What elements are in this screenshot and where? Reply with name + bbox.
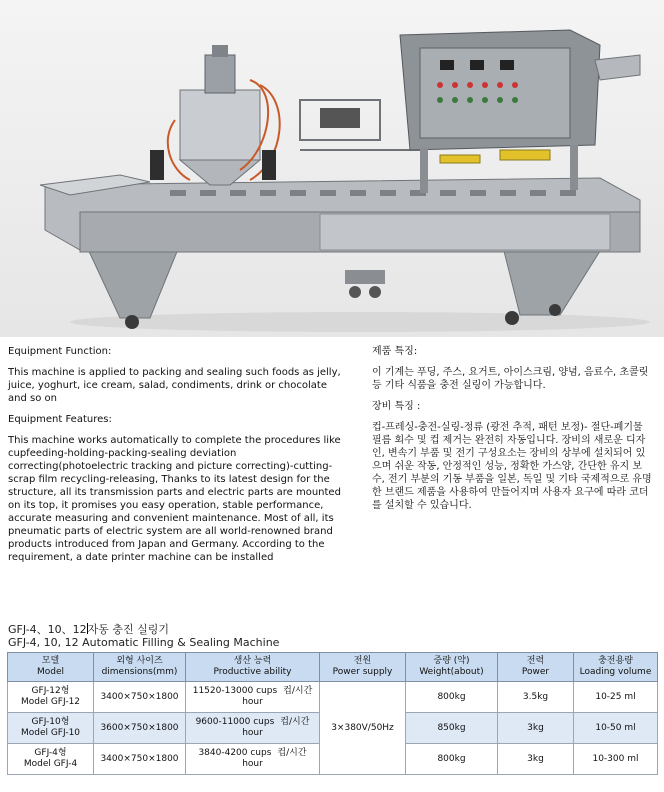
cell-productive-ability: 9600-11000 cups 컵/시간 hour <box>186 713 320 744</box>
cell-weight: 850kg <box>406 713 498 744</box>
cell-model: GFJ-12형 Model GFJ-12 <box>8 682 94 713</box>
filling-sealing-machine-icon <box>0 0 664 337</box>
english-description <box>8 345 348 572</box>
cell-weight: 800kg <box>406 682 498 713</box>
header-dimensions: 외형 사이즈 dimensions(mm) <box>94 653 186 682</box>
cell-productive-ability: 11520-13000 cups 컵/시간 hour <box>186 682 320 713</box>
spec-table <box>7 652 658 775</box>
equipment-features-text: This machine works automatically to complete the procedures like cupfeeding-holding-packing-sealing deviation correcting(photoelectric tracking and picture correcting)-cutting-scrap film recycling-releasing, Thanks to its latest design for the structure, all its transmission parts and electric parts are mounted on its top, it promises you easy operation, stable performance, accurate measuring and convenient maintenance. Most of all, its pneumatic parts of electric system are all world-renowned brand products introduced from Japan and Germany. According to the requirement, a date printer machine can be installed <box>8 435 341 563</box>
cell-dimensions: 3400×750×1800 <box>94 682 186 713</box>
kr-features-text: 컵-프레싱-충전-실링-정류 (광전 추적, 패턴 보정)- 절단-폐기물 필름 회수 및 컵 제거는 완전히 자동입니다. 장비의 새로운 디자인, 변속기 부품 및 전기 구성요소는 장비의 상부에 설치되어 있으며 쉬운 작동, 안정적인 성능, 정확한 가스양, 간단한 유지 보수, 전기 부분의 기동 부품을 일본, 독일 및 기타 국제적으로 유명한 브랜드 제품을 사용하여 만들어지며 사용자 요구에 따라 코더를 설치할 수 있습니다. <box>372 422 652 511</box>
table-row <box>8 682 658 713</box>
cell-power-supply: 3×380V/50Hz <box>320 682 406 775</box>
kr-function-heading: 제품 특징: <box>372 346 418 357</box>
machine-photo <box>0 0 664 337</box>
spec-title <box>8 623 279 649</box>
korean-description <box>372 345 652 520</box>
header-weight: 중량 (약) Weight(about) <box>406 653 498 682</box>
header-productive-ability: 생산 능력 Productive ability <box>186 653 320 682</box>
spec-title-english: GFJ-4, 10, 12 Automatic Filling & Sealing Machine <box>8 636 280 649</box>
cell-power: 3kg <box>498 744 574 775</box>
cell-model: GFJ-4형 Model GFJ-4 <box>8 744 94 775</box>
header-power: 전력 Power <box>498 653 574 682</box>
kr-features-heading: 장비 특징 : <box>372 401 421 412</box>
cell-loading-volume: 10-50 ml <box>574 713 658 744</box>
header-model: 모델 Model <box>8 653 94 682</box>
header-loading-volume: 충전용량 Loading volume <box>574 653 658 682</box>
table-header-row <box>8 653 658 682</box>
equipment-function-heading: Equipment Function: <box>8 346 112 357</box>
cell-model: GFJ-10형 Model GFJ-10 <box>8 713 94 744</box>
header-power-supply: 전원 Power supply <box>320 653 406 682</box>
cell-power: 3kg <box>498 713 574 744</box>
cell-dimensions: 3600×750×1800 <box>94 713 186 744</box>
cell-loading-volume: 10-25 ml <box>574 682 658 713</box>
cell-dimensions: 3400×750×1800 <box>94 744 186 775</box>
spec-title-korean: GFJ-4、10、12자동 충진 실링기 <box>8 623 170 636</box>
cell-productive-ability: 3840-4200 cups 컵/시간 hour <box>186 744 320 775</box>
cell-loading-volume: 10-300 ml <box>574 744 658 775</box>
kr-function-text: 이 기계는 푸딩, 주스, 요거트, 아이스크림, 양념, 음료수, 초콜릿 등 기타 식품을 충전 실링이 가능합니다. <box>372 367 649 391</box>
equipment-function-text: This machine is applied to packing and sealing such foods as jelly, juice, yoghurt, ice cream, salad, condiments, drink or chocolate and so on <box>8 367 341 404</box>
cell-power: 3.5kg <box>498 682 574 713</box>
cell-weight: 800kg <box>406 744 498 775</box>
equipment-features-heading: Equipment Features: <box>8 414 112 425</box>
